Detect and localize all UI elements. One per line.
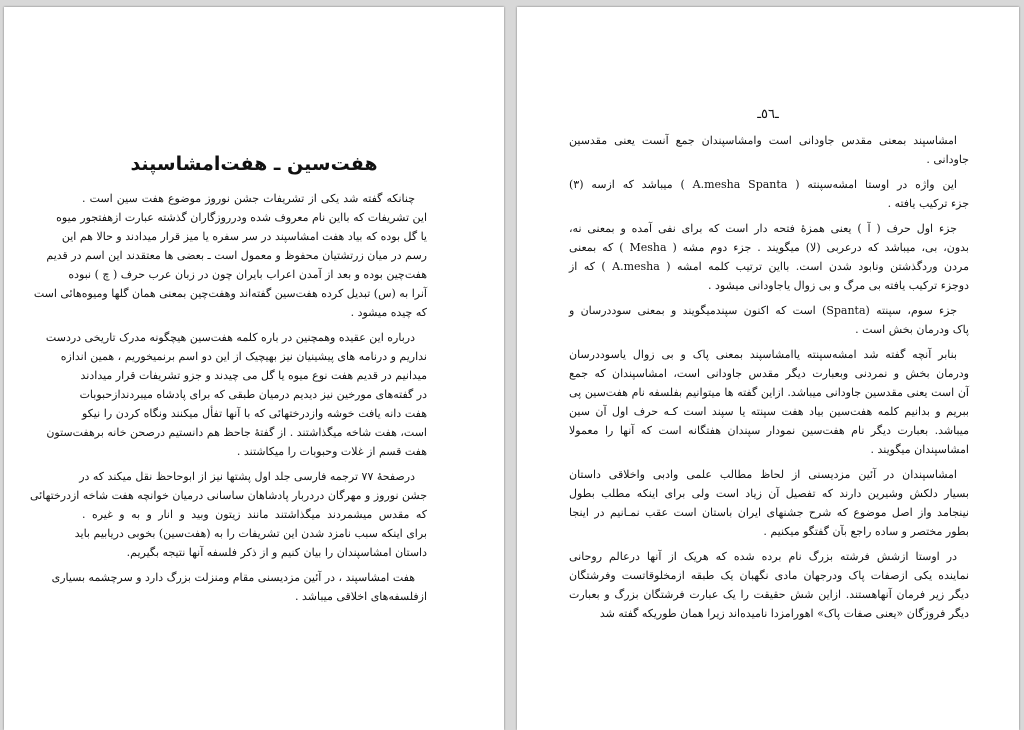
text-line: هفت امشاسپند ، در آئین مزدیسنی مقام ومنزلت بزرگ دارد و سرچشمه بسیاری: [51, 571, 415, 584]
text-line: هفت قسم از غلات وحبوبات را میکاشتند .: [236, 445, 427, 458]
text-line: بسیار دلکش وشیرین دارند که تفصیل آن زیاد است ولی برای اینکه مطلب بطول: [569, 487, 969, 500]
text-line: برای اینکه سبب نامزد شدن این تشریفات را به (هفت‌سین) بخوبی دریابیم باید: [74, 527, 427, 540]
text-line: ازفلسفه‌های اخلاقی میباشد .: [294, 590, 427, 603]
text-line: مردن وردگذشتن ونابود شدن است. بااین ترتیب کلمه امشه ( A.mesha ) که از: [569, 260, 969, 273]
text-line: دیگر زیر فرمان آنهاهستند. ازاین شش حقیقت را یک عبارت فرشتگان بزرگ و بعبارت: [569, 588, 969, 601]
text-line: در گفته‌های مورخین نیز دیدیم درمیان طبقی که برای پادشاه میبردندازحبوبات: [79, 388, 427, 401]
left-page-body: [30, 189, 427, 612]
text-line: است، هفت شاخه میگذاشتند . از گفتهٔ جاحظ هم دانستیم درصحن خانه برهفت‌ستون: [46, 426, 427, 439]
text-line: رسم در میان زرتشتیان محفوظ و معمول است ـ بعضی ها معتقدند این اسم در قدیم: [46, 249, 427, 262]
paragraph: [569, 131, 969, 169]
text-line: میباشد. بعبارت دیگر نام هفت‌سین نمودار سپندان هفتگانه است که آنها را معمولا: [569, 424, 969, 437]
text-line: که مقدس میشمردند میگذاشتند مانند زیتون وبید و انار و به و غیره .: [82, 508, 427, 521]
paragraph: [569, 175, 969, 213]
text-line: این تشریفات که بااین نام معروف شده ودرروزگاران گذشته عبارت ازهفتجور میوه: [56, 211, 427, 224]
text-line: چنانکه گفته شد یکی از تشریفات جشن نوروز موضوع هفت سین است .: [82, 192, 415, 205]
page-number: ـ٥٦ـ: [757, 107, 779, 122]
text-line: جزء ترکیب یافته .: [887, 197, 969, 210]
text-line: آنرا به (س) تبدیل کرده هفت‌سین گفته‌اند وهفت‌چین بمعنی همان گلها ومیوه‌هائی است: [33, 287, 427, 300]
text-line: درباره این عقیده وهمچنین در باره کلمه هفت‌سین هیچگونه مدرک تاریخی دردست: [45, 331, 415, 344]
text-line: ودرمان بخش و نمردنی وبعبارت دیگر مقدس جاودانی است، امشاسپندان که جمع: [569, 367, 969, 380]
text-line: ببریم و بدانیم کلمه هفت‌سین بیاد هفت سپنته یا سپند است کـه حرف اول آن سین: [569, 405, 969, 418]
text-line: دیگر فروزگان «یعنی صفات پاک» اهورامزدا نامیده‌اند زیرا همان طوریکه گفته شد: [599, 607, 969, 620]
text-line: جزء سوم، سپنته (Spanta) است که اکنون سپندمیگویند و بمعنی سوددرسان و: [569, 304, 958, 317]
text-line: میدانیم در قدیم هفت نوع میوه یا گل می چیدند و جزو تشریفات قرار میدادند: [80, 369, 427, 382]
text-line: بطور مختصر و ساده راجع بآن گفتگو میکنیم .: [763, 525, 969, 538]
paragraph: [45, 328, 427, 461]
text-line: جشن نوروز و مهرگان دردربار پادشاهان ساسانی درمیان خوانچه هفت شاخه ازدرختهائی: [30, 489, 427, 502]
text-line: بدون، بی، میباشد که درعربی (لا) میگویند . جزء دوم مشه ( Mesha ) که بمعنی: [569, 241, 969, 254]
text-line: بنابر آنچه گفته شد امشه‌سپنته یاامشاسپند بمعنی پاک و بی زوال یاسوددرسان: [569, 348, 957, 361]
text-line: نماینده یکی ازصفات پاک ودرجهان مادی نگهبان یک طبقه ازمخلوقاتست وفرشتگان: [569, 569, 969, 582]
text-line: آن است یعنی مقدسین جاودانی میباشد. ازاین گفته ها میتوانیم بفلسفه نام هفت‌سین پی: [569, 386, 969, 399]
right-page: [517, 7, 1019, 730]
text-line: نینجامد واز اصل موضوع که شرح جشنهای ایران باستان است عقب نمـانیم در اینجا: [569, 506, 969, 519]
text-line: دوجزء ترکیب یافته بی مرگ و بی زوال یاجاودانی میشود .: [707, 279, 969, 292]
text-line: نداریم و درنامه های پیشینیان نیز بهیچیک از این دو اسم برنمیخوریم ، همین اندازه: [60, 350, 427, 363]
text-line: امشاسپندان میگویند .: [870, 443, 969, 456]
text-line: جاودانی .: [926, 153, 969, 166]
text-line: یا گل بوده که بیاد هفت امشاسپند در سر سفره یا میز قرار میدادند و حالا هم این: [61, 230, 427, 243]
text-line: درصفحهٔ ۷۷ ترجمه فارسی جلد اول پشتها نیز از ابوحاحظ نقل میکند که در: [79, 470, 415, 483]
paragraph: [569, 301, 969, 339]
text-line: که چیده میشود .: [350, 306, 427, 319]
text-line: امشاسپند بمعنی مقدس جاودانی است وامشاسپندان جمع آنست یعنی مقدسین: [569, 134, 957, 147]
text-line: پاک ودرمان بخش است .: [855, 323, 969, 336]
text-line: داستان امشاسپندان را بیان کنیم و از ذکر فلسفه آنها نتیجه بگیریم.: [126, 546, 427, 559]
paragraph: [33, 189, 427, 322]
text-line: این واژه در اوستا امشه‌سپنته ( A.mesha Spanta ) میباشد که ازسه (۳): [569, 178, 957, 191]
page-title: هفت‌سین ـ هفت‌امشاسپند: [130, 153, 378, 175]
paragraph: [569, 219, 969, 295]
text-line: هفت‌چین بوده و بعد از آمدن اعراب بایران چون در زبان عرب حرف ( چ ) نبوده: [68, 268, 427, 281]
text-line: هفت دانه یافت خوشه وازدرختهائی که با آنها تفأل میکنند ونگاه کردن را نیکو: [82, 407, 427, 420]
paragraph: [569, 345, 969, 459]
paragraph: [569, 465, 969, 541]
paragraph: [30, 467, 427, 562]
text-line: امشاسپندان در آئین مزدیسنی از لحاظ مطالب علمی وادبی واخلاقی داستان: [569, 468, 957, 481]
paragraph: [569, 547, 969, 623]
right-page-body: [569, 131, 969, 629]
paragraph: [51, 568, 427, 606]
left-page: [4, 7, 504, 730]
text-line: جزء اول حرف ( آ ) یعنی همزهٔ فتحه دار است که برای نفی آمده و بمعنی نه،: [569, 222, 957, 235]
text-line: در اوستا ازشش فرشته بزرگ نام برده شده که هریک از آنها درعالم روحانی: [569, 550, 957, 563]
